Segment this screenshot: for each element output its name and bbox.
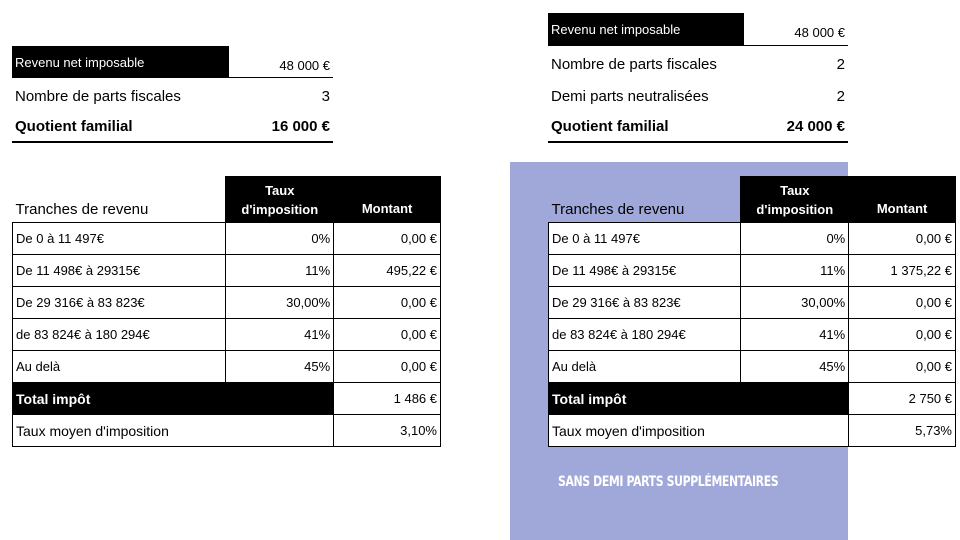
total-label: Total impôt <box>13 383 334 415</box>
left-quotient-label: Quotient familial <box>15 118 133 135</box>
header-brackets: Tranches de revenu <box>549 177 741 223</box>
header-brackets: Tranches de revenu <box>13 177 226 223</box>
total-label: Total impôt <box>549 383 849 415</box>
right-summary <box>548 13 848 143</box>
rate-cell: 0% <box>741 223 849 255</box>
bracket-cell: de 83 824€ à 180 294€ <box>549 319 741 351</box>
amount-cell: 495,22 € <box>334 255 441 287</box>
header-rate: Taux d'imposition <box>226 177 334 223</box>
left-parts-row <box>12 80 333 112</box>
left-quotient-row <box>12 112 333 143</box>
left-net-income-label: Revenu net imposable <box>12 46 229 78</box>
bracket-cell: De 0 à 11 497€ <box>549 223 741 255</box>
table-row <box>549 319 956 351</box>
table-row <box>13 319 441 351</box>
table-row <box>549 223 956 255</box>
amount-cell: 0,00 € <box>849 319 956 351</box>
table-row <box>549 255 956 287</box>
left-summary <box>12 46 333 144</box>
header-rate: Taux d'imposition <box>741 177 849 223</box>
rate-cell: 45% <box>741 351 849 383</box>
left-tax-table <box>12 176 441 447</box>
rate-cell: 11% <box>226 255 334 287</box>
bracket-cell: Au delà <box>13 351 226 383</box>
right-half-parts-label: Demi parts neutralisées <box>551 87 709 105</box>
total-value: 1 486 € <box>334 383 441 415</box>
left-parts-value: 3 <box>321 87 330 105</box>
table-row <box>13 351 441 383</box>
rate-cell: 30,00% <box>741 287 849 319</box>
table-row <box>13 223 441 255</box>
header-amount: Montant <box>334 177 441 223</box>
average-rate-label: Taux moyen d'imposition <box>549 415 849 447</box>
right-tax-table <box>548 176 956 447</box>
right-parts-label: Nombre de parts fiscales <box>551 55 717 73</box>
bracket-cell: De 29 316€ à 83 823€ <box>13 287 226 319</box>
left-parts-label: Nombre de parts fiscales <box>15 87 181 105</box>
rate-cell: 41% <box>226 319 334 351</box>
amount-cell: 0,00 € <box>334 287 441 319</box>
amount-cell: 0,00 € <box>334 223 441 255</box>
bracket-cell: De 11 498€ à 29315€ <box>13 255 226 287</box>
bracket-cell: De 29 316€ à 83 823€ <box>549 287 741 319</box>
average-rate-row <box>549 415 956 447</box>
left-net-income-value: 48 000 € <box>279 57 330 73</box>
right-parts-row <box>548 48 848 80</box>
right-half-parts-value: 2 <box>836 87 845 105</box>
right-net-income-label: Revenu net imposable <box>548 13 744 46</box>
amount-cell: 0,00 € <box>849 287 956 319</box>
scenario-banner: SANS DEMI PARTS SUPPLÉMENTAIRES <box>558 474 779 490</box>
amount-cell: 1 375,22 € <box>849 255 956 287</box>
average-rate-label: Taux moyen d'imposition <box>13 415 334 447</box>
right-quotient-label: Quotient familial <box>551 118 669 135</box>
rate-cell: 11% <box>741 255 849 287</box>
total-row <box>13 383 441 415</box>
table-row <box>549 351 956 383</box>
header-amount: Montant <box>849 177 956 223</box>
average-rate-row <box>13 415 441 447</box>
right-quotient-row <box>548 112 848 143</box>
amount-cell: 0,00 € <box>334 319 441 351</box>
average-rate-value: 3,10% <box>334 415 441 447</box>
bracket-cell: De 0 à 11 497€ <box>13 223 226 255</box>
rate-cell: 0% <box>226 223 334 255</box>
amount-cell: 0,00 € <box>849 351 956 383</box>
right-net-income-value: 48 000 € <box>794 25 845 40</box>
right-net-income-row <box>548 13 848 46</box>
bracket-cell: Au delà <box>549 351 741 383</box>
table-header <box>13 177 441 223</box>
bracket-cell: De 11 498€ à 29315€ <box>549 255 741 287</box>
table-row <box>549 287 956 319</box>
table-row <box>13 287 441 319</box>
total-value: 2 750 € <box>849 383 956 415</box>
left-quotient-value: 16 000 € <box>271 118 330 135</box>
left-net-income-row <box>12 46 333 78</box>
rate-cell: 45% <box>226 351 334 383</box>
amount-cell: 0,00 € <box>849 223 956 255</box>
right-quotient-value: 24 000 € <box>786 118 845 135</box>
average-rate-value: 5,73% <box>849 415 956 447</box>
divider <box>741 45 848 46</box>
table-header <box>549 177 956 223</box>
rate-cell: 30,00% <box>226 287 334 319</box>
right-half-parts-row <box>548 80 848 112</box>
right-parts-value: 2 <box>836 55 845 73</box>
table-row <box>13 255 441 287</box>
amount-cell: 0,00 € <box>334 351 441 383</box>
bracket-cell: de 83 824€ à 180 294€ <box>13 319 226 351</box>
total-row <box>549 383 956 415</box>
divider <box>226 77 333 78</box>
rate-cell: 41% <box>741 319 849 351</box>
